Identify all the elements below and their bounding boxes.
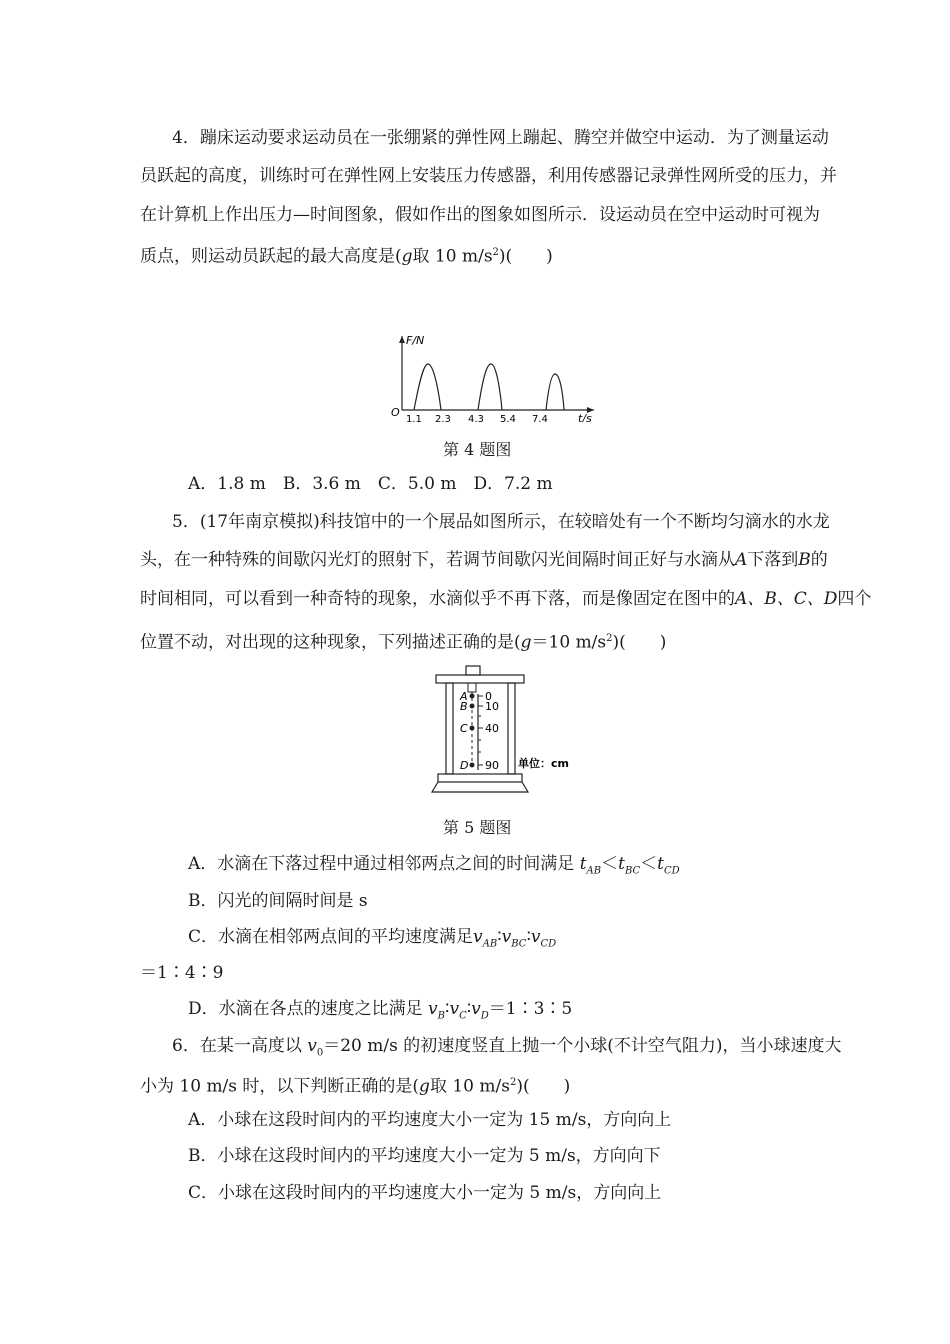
point-label: A <box>460 690 468 703</box>
graph-tick: 4.3 <box>468 414 484 422</box>
dripping-faucet-figure <box>430 664 570 798</box>
force-time-graph <box>382 330 602 422</box>
q6-line-2: 小为 10 m/s 时，以下判断正确的是(g取 10 $m/s^2$)( ) <box>140 1076 571 1097</box>
q5-option-a: A．水滴在下落过程中通过相邻两点之间的时间满足 $t_{AB}<t_{BC}<t_{CD}$ <box>188 854 680 877</box>
q5-option-d: D．水滴在各点的速度之比满足 $v_B∶v_C∶v_D=1∶3∶5$ <box>188 999 573 1022</box>
graph-tick: 2.3 <box>435 414 451 422</box>
scale-label: 90 <box>485 759 499 772</box>
q6-option-c: C．小球在这段时间内的平均速度大小一定为 5 m/s，方向向上 <box>188 1183 662 1203</box>
scale-label: 0 <box>485 690 492 703</box>
unit-label: 单位：cm <box>518 757 569 770</box>
q4-line-1: 4．蹦床运动要求运动员在一张绷紧的弹性网上蹦起、腾空并做空中运动．为了测量运动 <box>172 128 829 148</box>
graph-y-label: F/N <box>406 334 425 347</box>
q6-line-1: 6．在某一高度以 $v_0=20$ m/s 的初速度竖直上抛一个小球(不计空气阻力)，当小球速度大 <box>172 1036 842 1059</box>
q6-option-b: B．小球在这段时间内的平均速度大小一定为 5 m/s，方向向下 <box>188 1146 661 1166</box>
q5-line-1: 5．(17年南京模拟)科技馆中的一个展品如图所示，在较暗处有一个不断均匀滴水的水龙 <box>172 512 830 532</box>
q5-caption: 第 5 题图 <box>443 818 512 837</box>
graph-tick: 1.1 <box>406 414 422 422</box>
q5-line-4: 位置不动，对出现的这种现象，下列描述正确的是(g＝10 $m/s^2$)( ) <box>140 632 667 653</box>
q4-caption: 第 4 题图 <box>443 440 512 459</box>
graph-x-label: t/s <box>578 412 592 422</box>
q5-option-c-cont: ＝1∶4∶9 <box>140 963 224 983</box>
graph-origin: O <box>391 406 400 419</box>
point-label: D <box>460 759 469 772</box>
point-label: B <box>460 700 468 713</box>
q5-option-c: C．水滴在相邻两点间的平均速度满足$v_{AB}∶v_{BC}∶v_{CD}$ <box>188 927 557 950</box>
scale-label: 10 <box>485 700 499 713</box>
q5-line-3: 时间相同，可以看到一种奇特的现象，水滴似乎不再下落，而是像固定在图中的A、B、C、D四个 <box>140 589 872 609</box>
q4-line-2: 员跃起的高度，训练时可在弹性网上安装压力传感器，利用传感器记录弹性网所受的压力，并 <box>140 166 837 186</box>
q4-options: A．1.8 m B．3.6 m C．5.0 m D．7.2 m <box>188 474 553 494</box>
q5-option-b: B．闪光的间隔时间是 s <box>188 891 368 911</box>
point-label: C <box>460 722 468 735</box>
q5-line-2: 头，在一种特殊的间歇闪光灯的照射下，若调节间歇闪光间隔时间正好与水滴从A下落到B的 <box>140 550 828 570</box>
scale-label: 40 <box>485 722 499 735</box>
q4-line-4: 质点，则运动员跃起的最大高度是(g取 10 $m/s^2$)( ) <box>140 246 553 267</box>
graph-tick: 7.4 <box>532 414 548 422</box>
q6-option-a: A．小球在这段时间内的平均速度大小一定为 15 m/s，方向向上 <box>188 1110 672 1130</box>
graph-tick: 5.4 <box>500 414 516 422</box>
q4-line-3: 在计算机上作出压力—时间图象，假如作出的图象如图所示．设运动员在空中运动时可视为 <box>140 205 820 225</box>
